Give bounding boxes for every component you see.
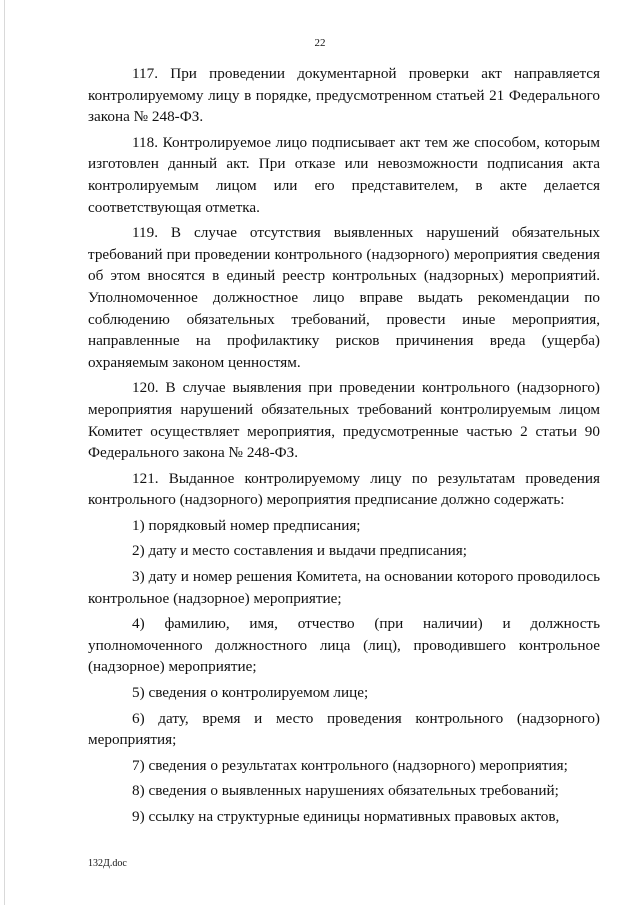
paragraph-119: 119. В случае отсутствия выявленных нарушений обязательных требований при проведении контрольного (надзорного) мероприятия сведения об этом вносятся в единый реестр контрольных (надзорных) мероприятий. Уполномоченное должностное лицо вправе выдать рекомендации по соблюдению обязательных требований, провести иные мероприятия, направленные на профилактику рисков причинения вреда (ущерба) охраняемым законом ценностям.: [88, 224, 600, 371]
list-item-9: 9) ссылку на структурные единицы нормативных правовых актов,: [132, 808, 560, 825]
list-item-2: 2) дату и место составления и выдачи предписания;: [132, 542, 468, 560]
scan-edge-line: [4, 0, 5, 905]
list-item-7: 7) сведения о результатах контрольного (надзорного) мероприятия;: [132, 756, 568, 774]
paragraph-121: 121. Выданное контролируемому лицу по результатам проведения контрольного (надзорного) мероприятия предписание должно содержать:: [88, 469, 600, 509]
paragraph-118: 118. Контролируемое лицо подписывает акт тем же способом, которым изготовлен данный акт. При отказе или невозможности подписания акта контролируемым лицом или его представителем, в акте делается соответствующая отметка.: [88, 133, 600, 216]
list-item-5: 5) сведения о контролируемом лице;: [132, 684, 369, 702]
list-item-6: 6) дату, время и место проведения контрольного (надзорного) мероприятия;: [88, 709, 600, 749]
paragraph-120: 120. В случае выявления при проведении контрольного (надзорного) мероприятия нарушений обязательных требований контролируемым лицом Комитет осуществляет мероприятия, предусмотренные частью 2 статьи 90 Федерального закона № 248-ФЗ.: [88, 379, 600, 462]
paragraph-117: 117. При проведении документарной проверки акт направляется контролируемому лицу в порядке, предусмотренном статьей 21 Федерального закона № 248-ФЗ.: [88, 65, 600, 126]
list-item-3: 3) дату и номер решения Комитета, на основании которого проводилось контрольное (надзорное) мероприятие;: [88, 568, 600, 607]
page-number: 22: [314, 37, 326, 49]
list-item-4: 4) фамилию, имя, отчество (при наличии) и должность уполномоченного должностного лица (лиц), проводившего контрольное (надзорное) мероприятие;: [88, 615, 600, 676]
list-item-8: 8) сведения о выявленных нарушениях обязательных требований;: [132, 782, 559, 800]
list-item-1: 1) порядковый номер предписания;: [132, 516, 361, 534]
document-body: [88, 63, 600, 832]
footer-file-name: 132Д.doc: [88, 858, 127, 869]
